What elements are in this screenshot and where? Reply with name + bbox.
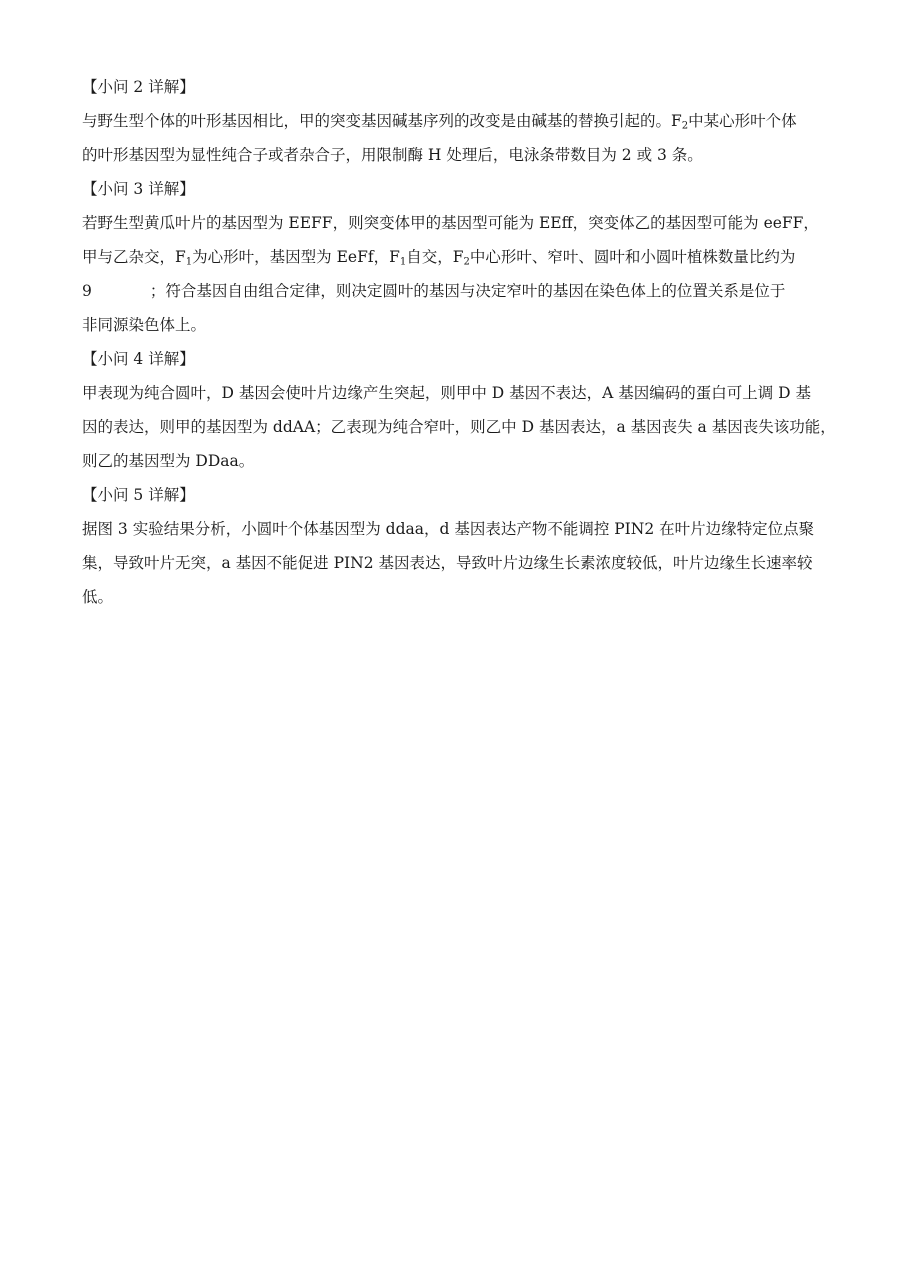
paragraph <box>82 512 822 614</box>
text-line: 与野生型个体的叶形基因相比，甲的突变基因碱基序列的改变是由碱基的替换引起的。$F_2$中某心形叶个体 <box>82 112 797 132</box>
section-q3 <box>82 172 822 342</box>
section-heading: 【小问 3 详解】 <box>82 180 195 198</box>
text-line: 的叶形基因型为显性纯合子或者杂合子，用限制酶 H 处理后，电泳条带数目为 2 或 3 条。 <box>82 146 703 164</box>
text-line: 集，导致叶片无突，a 基因不能促进 PIN2 基因表达，导致叶片边缘生长素浓度较低，叶片边缘生长速率较 <box>82 554 813 572</box>
paragraph <box>82 376 836 478</box>
paragraph <box>82 104 822 172</box>
text-line: 若野生型黄瓜叶片的基因型为 EEFF，则突变体甲的基因型可能为 EEff，突变体乙的基因型可能为 eeFF， <box>82 214 819 232</box>
text-line: 非同源染色体上。 <box>82 316 207 334</box>
section-heading: 【小问 4 详解】 <box>82 350 195 368</box>
text-line: 低。 <box>82 588 114 606</box>
section-heading: 【小问 5 详解】 <box>82 486 195 504</box>
section-q4 <box>82 342 836 478</box>
text-line: 据图 3 实验结果分析，小圆叶个体基因型为 ddaa，d 基因表达产物不能调控 PIN2 在叶片边缘特定位点聚 <box>82 520 815 538</box>
document-content <box>82 70 836 614</box>
text-line: 9 ；符合基因自由组合定律，则决定圆叶的基因与决定窄叶的基因在染色体上的位置关系是位于 <box>82 282 786 300</box>
section-q2 <box>82 70 822 172</box>
paragraph <box>82 206 822 342</box>
text-line: 甲与乙杂交，$F_1$为心形叶，基因型为 EeFf，$F_1$自交，$F_2$中心形叶、窄叶、圆叶和小圆叶植株数量比约为 <box>82 248 796 268</box>
section-q5 <box>82 478 822 614</box>
text-line: 因的表达，则甲的基因型为 ddAA；乙表现为纯合窄叶，则乙中 D 基因表达，a 基因丧失 a 基因丧失该功能， <box>82 418 836 436</box>
text-line: 则乙的基因型为 DDaa。 <box>82 452 255 470</box>
section-heading: 【小问 2 详解】 <box>82 78 195 96</box>
text-line: 甲表现为纯合圆叶，D 基因会使叶片边缘产生突起，则甲中 D 基因不表达，A 基因编码的蛋白可上调 D 基 <box>82 384 812 402</box>
